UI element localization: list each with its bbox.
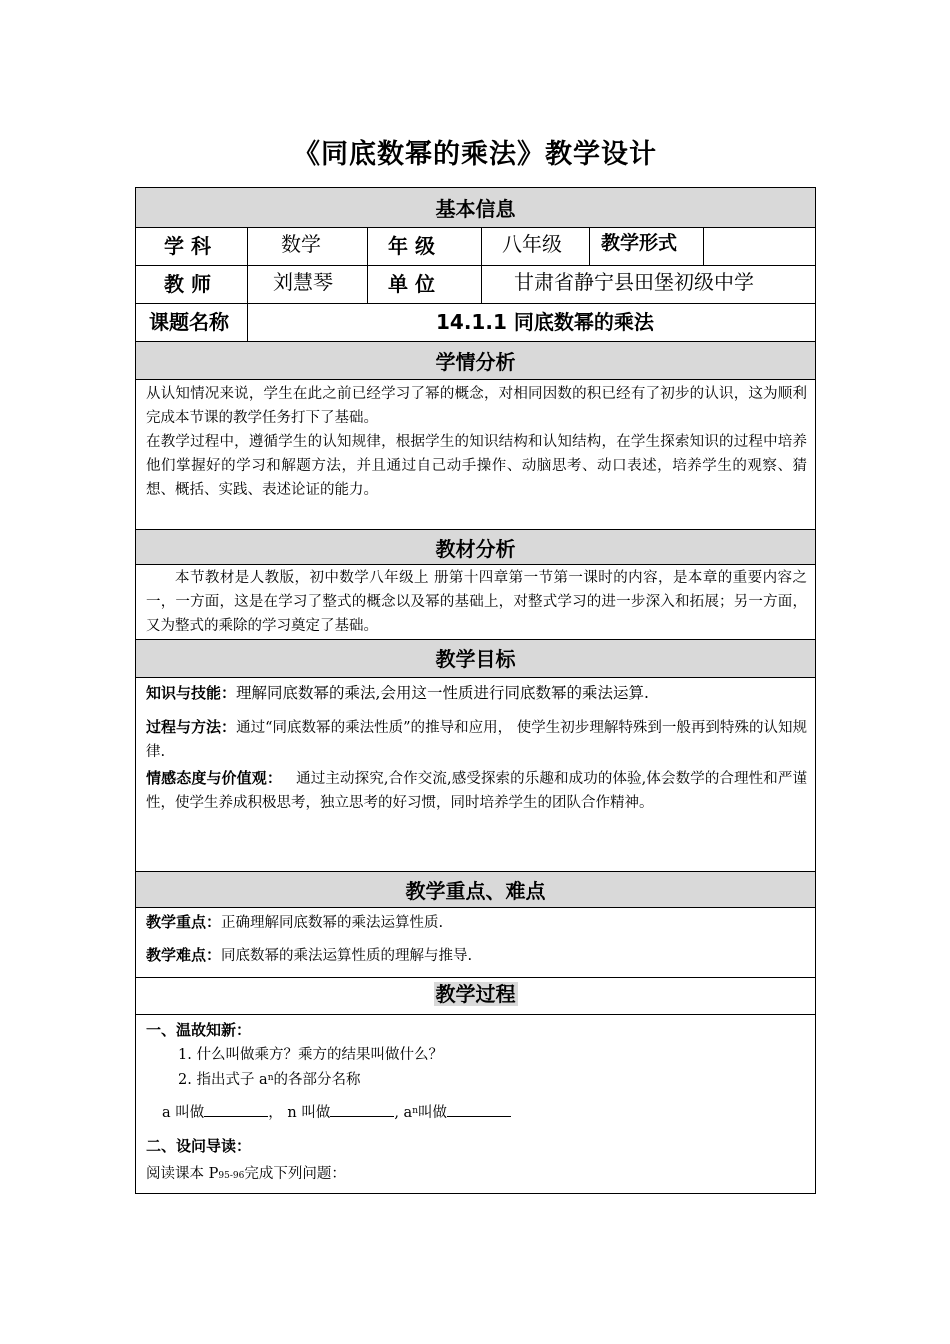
student-analysis-p1: 从认知情况来说，学生在此之前已经学习了幂的概念，对相同因数的积已经有了初步的认识，这为顺利完成本节课的教学任务打下了基础。 [146, 386, 807, 426]
blank-1[interactable] [204, 1102, 268, 1117]
section-review-title: 一、温故知新： [146, 1021, 252, 1039]
key-points-header: 教学重点、难点 [405, 879, 546, 903]
document-title: 《同底数幂的乘法》教学设计 [293, 139, 657, 170]
goal-emotion-text: 通过主动探究,合作交流,感受探索的乐趣和成功的体验,体会数学的合理性和严谨性，使学生养成积极思考，独立思考的好习惯，同时培养学生的团队合作精神。 [146, 771, 807, 811]
teaching-goals-header: 教学目标 [435, 647, 516, 671]
fill-in-blanks [162, 1101, 807, 1125]
goal-method-text: 通过“同底数幂的乘法性质”的推导和应用， 使学生初步理解特殊到一般再到特殊的认知规律. [146, 720, 807, 760]
unit-label: 单 位 [388, 272, 435, 296]
teacher-value: 刘慧琴 [273, 270, 333, 294]
material-analysis-header: 教材分析 [435, 537, 516, 561]
goal-emotion-label: 情感态度与价值观： [146, 769, 282, 787]
question-2-post: 的各部分名称 [273, 1072, 361, 1088]
teaching-process-header [136, 978, 815, 1007]
lesson-plan-table [135, 187, 816, 1194]
basic-info-header: 基本信息 [435, 197, 516, 221]
goal-method-label: 过程与方法： [146, 718, 237, 736]
reading-pre: 阅读课本 P [146, 1166, 219, 1182]
topic-value: 14.1.1 同底数幂的乘法 [436, 310, 654, 334]
student-analysis-header: 学情分析 [435, 350, 516, 374]
fill-an-sup: n [412, 1106, 418, 1116]
reading-instruction [146, 1162, 807, 1188]
fill-an-text-2: 叫做 [418, 1105, 447, 1121]
fill-an-text: , a [394, 1105, 413, 1121]
unit-value: 甘肃省静宁县田堡初级中学 [514, 270, 754, 294]
subject-value: 数学 [281, 232, 321, 256]
student-analysis-text [146, 382, 807, 502]
key-point-label: 教学重点： [146, 913, 222, 931]
blank-2[interactable] [330, 1102, 394, 1117]
section-guided-reading-title: 二、设问导读： [146, 1137, 252, 1155]
topic-label: 课题名称 [149, 310, 229, 334]
material-analysis-text: 本节教材是人教版，初中数学八年级上 册第十四章第一节第一课时的内容，是本章的重要内容之一，一方面，这是在学习了整式的概念以及幂的基础上，对整式学习的进一步深入和拓展；另一方面，又为整式的乘除的学习奠定了基础。 [146, 570, 807, 634]
question-2-sup: n [267, 1073, 274, 1083]
difficult-point-text: 同底数幂的乘法运算性质的理解与推导. [221, 948, 473, 964]
teacher-label: 教 师 [164, 272, 211, 296]
section-guided-reading [146, 1134, 807, 1159]
key-point-text: 正确理解同底数幂的乘法运算性质. [221, 915, 444, 931]
difficult-point-label: 教学难点： [146, 946, 222, 964]
reading-pages: 95-96 [218, 1171, 245, 1181]
subject-label: 学 科 [164, 234, 211, 258]
difficult-point [146, 943, 807, 968]
reading-post: 完成下列问题： [244, 1166, 346, 1182]
goal-method [146, 715, 807, 764]
teaching-process-header-text: 教学过程 [435, 982, 516, 1006]
student-analysis-p2: 在教学过程中，遵循学生的认知规律，根据学生的知识结构和认知结构，在学生探索知识的过程中培养他们掌握好的学习和解题方法，并且通过自己动手操作、动脑思考、动口表述，培养学生的观察、猜想、概括、实践、表述论证的能力。 [146, 434, 807, 498]
fill-n-text: ， n 叫做 [268, 1105, 331, 1121]
teaching-form-label: 教学形式 [601, 232, 678, 254]
key-point [146, 910, 807, 935]
goal-knowledge [146, 681, 807, 705]
grade-label: 年 级 [388, 234, 435, 258]
goal-knowledge-text: 理解同底数幂的乘法,会用这一性质进行同底数幂的乘法运算. [236, 684, 649, 702]
grade-value: 八年级 [502, 232, 562, 256]
question-2 [178, 1068, 807, 1092]
question-1: 1. 什么叫做乘方？乘方的结果叫做什么？ [178, 1047, 443, 1063]
section-review [146, 1018, 807, 1043]
question-2-pre: 2. 指出式子 a [178, 1072, 268, 1088]
goal-knowledge-label: 知识与技能： [146, 684, 237, 702]
fill-a-text: a 叫做 [162, 1105, 205, 1121]
blank-3[interactable] [447, 1102, 511, 1117]
goal-emotion [146, 766, 807, 815]
